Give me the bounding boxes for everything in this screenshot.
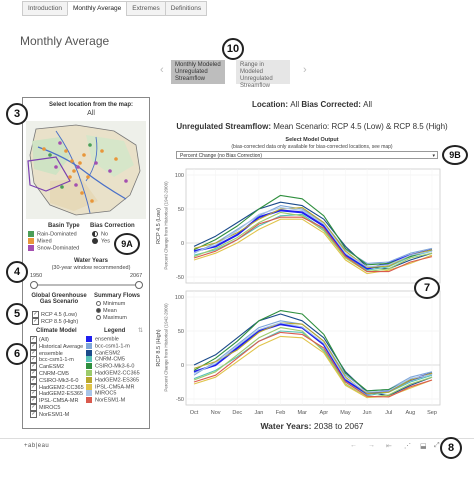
y-tick-label: 100 [174,295,184,301]
summary-maximum-label: Maximum [103,314,127,321]
x-tick-label: Jan [254,410,264,416]
climate-model-label: bcc-csm1-1-m [39,357,74,364]
main-title-amp: & [383,122,394,131]
climate-model-label: ensemble [39,350,63,357]
main-title-prefix: Unregulated Streamflow: [176,122,274,131]
radio-minimum[interactable] [96,301,101,306]
climate-model-label: (All) [39,336,49,343]
radio-maximum[interactable] [96,315,101,320]
climate-model-label: CSIRO-Mk3-6-0 [39,377,79,384]
legend-label: HadGEM2-ES365 [95,377,140,384]
legend-item[interactable] [86,343,140,350]
panel2-ylabel2: Percent Change from Historical (1942-2009) [163,303,169,392]
map-title: Select location from the map: [48,102,133,108]
legend-swatch [86,390,92,396]
checkbox-rcp85[interactable]: ✓ [33,317,38,324]
x-tick-label: Nov [210,410,221,416]
filled-circle-icon [92,238,98,244]
x-tick-label: Apr [319,410,329,416]
legend-label: ensemble [95,336,119,343]
bias-no[interactable] [92,231,110,238]
half-circle-icon [92,231,98,237]
location-value: All [290,100,300,109]
step-monthly-modeled[interactable]: Monthly Modeled Unregulated Streamflow [171,60,225,84]
y-tick-label: 50 [177,207,184,213]
x-tick-label: Sep [427,410,437,416]
snow-swatch [28,245,34,251]
checkbox-icon[interactable]: ✓ [31,369,36,376]
y-tick-label: 0 [180,363,184,369]
prev-step-icon[interactable]: ‹ [160,64,164,76]
main-title [156,122,468,131]
water-years-min: 1950 [30,273,43,279]
y-tick-label: -50 [176,397,184,403]
water-years-display [156,421,468,431]
x-tick-label: Dec [232,410,243,416]
bias-prefix: Bias Corrected: [299,100,364,109]
model-output-note: (bias-corrected data only available for bias-corrected locations, see map) [231,144,393,150]
legend-label: HadGEM2-CC365 [95,370,140,377]
y-tick-label: 0 [180,241,184,247]
climate-model-label: HadGEM2-ES365 [39,391,84,398]
climate-model-item[interactable] [30,404,84,411]
x-tick-label: Oct [189,410,199,416]
climate-model-item[interactable] [30,370,84,377]
map-selected: All [87,110,95,117]
revert-icon[interactable]: ⇤ [386,443,392,450]
checkbox-icon[interactable]: ✓ [31,376,36,383]
undo-icon[interactable]: ← [350,442,357,449]
radio-mean[interactable] [96,308,101,313]
legend-sort-icon[interactable]: ⇅ [138,328,144,334]
ghg-list [32,311,78,325]
basin-rain-label: Rain-Dominated [37,231,77,238]
model-output-label: Select Model Output [285,137,339,143]
model-output-select[interactable] [176,151,438,159]
next-step-icon[interactable]: › [303,64,307,76]
bias-yes[interactable] [92,238,110,245]
climate-model-label: HadGEM2-CC365 [39,384,84,391]
summary-mean-label: Mean [103,307,117,314]
main-title-scenario: Mean Scenario: [273,122,332,131]
legend-item[interactable] [86,397,140,404]
callout-9a: 9A [114,233,140,255]
checkbox-icon[interactable]: ✓ [31,356,36,363]
checkbox-icon[interactable]: ✓ [31,397,36,404]
ghg-rcp85[interactable] [32,318,78,325]
streamflow-chart[interactable] [170,165,442,419]
legend-label: bcc-csm1-1-m [95,343,130,350]
main-title-rcp45: RCP 4.5 (Low) [331,122,384,131]
x-tick-label: Mar [297,410,307,416]
legend-label: CNRM-CM5 [95,356,125,363]
callout-3: 3 [6,103,28,125]
step-range-modeled[interactable]: Range in Modeled Unregulated Streamflow [236,60,290,84]
summary-mean[interactable] [96,308,127,315]
checkbox-icon[interactable]: ✓ [31,390,36,397]
legend-item[interactable] [86,350,140,357]
main-title-rcp85: RCP 8.5 (High) [393,122,448,131]
climate-model-item[interactable] [30,411,84,418]
water-years-label: Water Years: [260,421,312,431]
ghg-rcp85-label: RCP 8.5 (High) [41,318,79,325]
mixed-swatch [28,238,34,244]
bias-value: All [363,100,373,109]
bias-list [92,231,110,245]
checkbox-icon[interactable]: ✓ [31,349,36,356]
y-tick-label: 50 [177,329,184,335]
basin-mixed-label: Mixed [37,238,52,245]
location-prefix: Location: [251,100,291,109]
fullscreen-icon[interactable]: ⤢ [434,442,440,449]
checkbox-rcp45[interactable]: ✓ [33,311,38,317]
bias-yes-label: Yes [101,238,110,245]
basin-rain[interactable] [28,231,79,238]
y-tick-label: -50 [176,275,184,281]
panel1-ylabel2: Percent Change from Historical (1942-2009) [163,181,169,270]
basin-snow-label: Snow-Dominated [37,245,80,252]
x-tick-label: Jul [385,410,393,416]
checkbox-icon[interactable]: ✓ [31,336,36,342]
x-tick-label: Feb [275,410,286,416]
legend-swatch [86,397,92,403]
slider-handle-start[interactable] [30,281,38,289]
summary-minimum-label: Minimum [103,301,126,307]
redo-icon[interactable]: → [368,442,375,449]
callout-8: 8 [440,437,462,459]
climate-model-item[interactable] [30,363,84,370]
callout-5: 5 [6,303,28,325]
legend-label: CSIRO-Mk3-6-0 [95,363,135,370]
basin-type-title: Basin Type [48,223,80,229]
callout-9b: 9B [442,145,468,165]
checkbox-icon[interactable]: ✓ [31,383,36,390]
climate-model-label: CNRM-CM5 [39,370,69,377]
legend-item[interactable] [86,336,140,343]
rain-swatch [28,231,34,237]
legend-title: Legend [104,328,126,334]
climate-model-item[interactable] [30,336,84,343]
tableau-logo: +ab|eau [24,443,50,449]
chevron-down-icon: ▾ [432,153,435,159]
legend-item[interactable] [86,370,140,377]
callout-6: 6 [6,343,28,365]
legend-item[interactable] [86,390,140,397]
water-years-end: 2067 [344,421,364,431]
legend-label: MIROC5 [95,390,117,397]
tab-definitions[interactable]: Definitions [165,1,207,16]
tab-bar [22,1,206,16]
climate-model-item[interactable] [30,343,84,350]
panel1-ylabel: RCP 4.5 (Low) [156,208,162,244]
water-years-subtitle: (30-year window recommended) [51,265,131,271]
summary-list [96,301,127,321]
legend-item[interactable] [86,356,140,363]
x-tick-label: Aug [405,410,416,416]
tab-introduction[interactable]: Introduction [22,1,68,16]
checkbox-icon[interactable]: ✓ [31,342,36,349]
x-tick-label: May [340,410,351,416]
ghg-rcp45[interactable] [32,311,78,318]
legend-item[interactable] [86,363,140,370]
bias-no-label: No [101,231,109,238]
legend-item[interactable] [86,377,140,384]
legend-list [86,336,140,404]
climate-model-label: Historical Average [39,343,84,350]
tableau-toolbar [0,438,474,455]
model-output-selected: Percent Change (no Bias Correction) [180,153,262,159]
tab-extremes[interactable]: Extremes [126,1,165,16]
basin-type-list [28,231,79,251]
y-tick-label: 100 [174,173,184,179]
legend-swatch [86,384,92,390]
legend-item[interactable] [86,384,140,391]
climate-model-label: MIROC5 [39,404,61,411]
climate-model-title: Climate Model [36,328,77,334]
callout-7: 7 [414,277,440,299]
water-years-max: 2067 [130,273,143,279]
basin-mixed[interactable] [28,238,79,245]
ghg-rcp45-label: RCP 4.5 (Low) [41,311,77,318]
climate-model-item[interactable] [30,390,84,397]
legend-swatch [86,363,92,369]
callout-10: 10 [222,38,244,60]
climate-model-item[interactable] [30,356,84,363]
water-years-start: 2038 [313,421,333,431]
water-years-title: Water Years [73,258,109,264]
share-icon[interactable]: ⋰ [404,443,411,450]
panel2-ylabel: RCP 8.5 (High) [156,329,162,367]
legend-label: IPSL-CM5A-MR [95,384,135,391]
legend-swatch [86,343,92,349]
climate-model-label: IPSL-CM5A-MR [39,398,79,405]
summary-maximum[interactable] [96,315,127,322]
slider-handle-end[interactable] [135,281,143,289]
checkbox-icon[interactable]: ✓ [31,363,36,370]
legend-swatch [86,336,92,342]
legend-swatch [86,377,92,383]
x-tick-label: Jun [362,410,372,416]
climate-model-item[interactable] [30,377,84,384]
climate-model-label: NorESM1-M [39,411,70,418]
climate-model-item[interactable] [30,397,84,404]
download-icon[interactable]: ⬓ [420,443,427,450]
checkbox-icon[interactable]: ✓ [31,403,36,410]
climate-model-item[interactable] [30,350,84,357]
legend-swatch [86,356,92,362]
basin-snow[interactable] [28,245,79,252]
legend-swatch [86,350,92,356]
water-years-to: to [335,421,343,431]
location-line [156,100,468,109]
checkbox-icon[interactable]: ✓ [31,410,36,417]
legend-label: NorESM1-M [95,397,126,404]
legend-label: CanESM2 [95,350,121,357]
summary-minimum[interactable] [96,301,127,308]
climate-model-item[interactable] [30,384,84,391]
water-years-slider[interactable] [32,284,140,286]
location-map[interactable] [26,121,146,219]
climate-model-list [30,336,84,418]
summary-title: Summary Flows [94,293,141,299]
ghg-title: Global Greenhouse Gas Scenario [31,293,87,305]
page-title: Monthly Average [20,34,110,48]
callout-4: 4 [6,261,28,283]
climate-model-label: CanESM2 [39,364,65,371]
legend-swatch [86,370,92,376]
bias-title: Bias Correction [90,223,135,229]
tab-monthly-average[interactable]: Monthly Average [67,1,127,16]
